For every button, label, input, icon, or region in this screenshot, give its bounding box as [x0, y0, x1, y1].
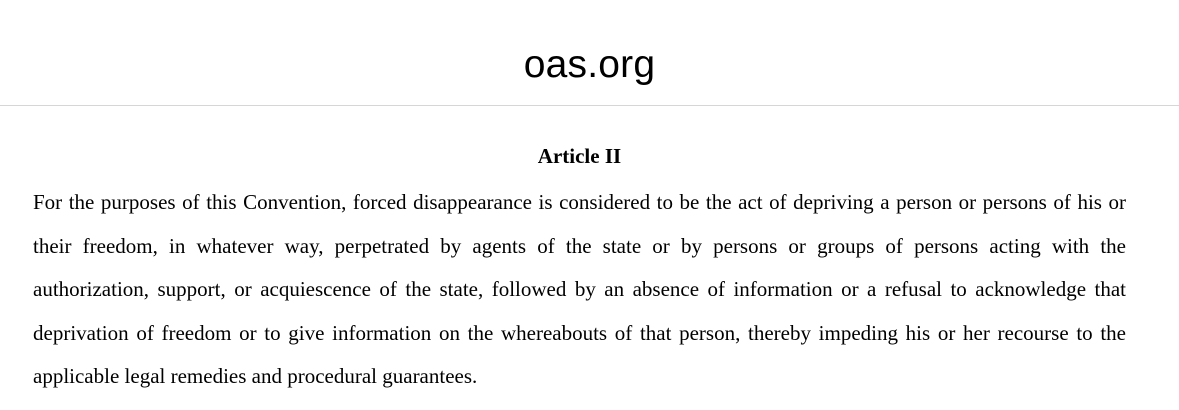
address-bar[interactable]	[0, 0, 1179, 106]
page-content	[33, 141, 1126, 399]
article-heading: Article II	[537, 144, 622, 168]
article-paragraph: For the purposes of this Convention, forced disappearance is considered to be the act of depriving a person or persons of his or their freedom, in whatever way, perpetrated by agents of the state or by persons or groups of persons acting with the authorization, support, or acquiescence of the state, followed by an absence of information or a refusal to acknowledge that deprivation of freedom or to give information on the whereabouts of that person, thereby impeding his or her recourse to the applicable legal remedies and procedural guarantees.	[33, 190, 1126, 388]
site-domain[interactable]: oas.org	[523, 43, 656, 86]
